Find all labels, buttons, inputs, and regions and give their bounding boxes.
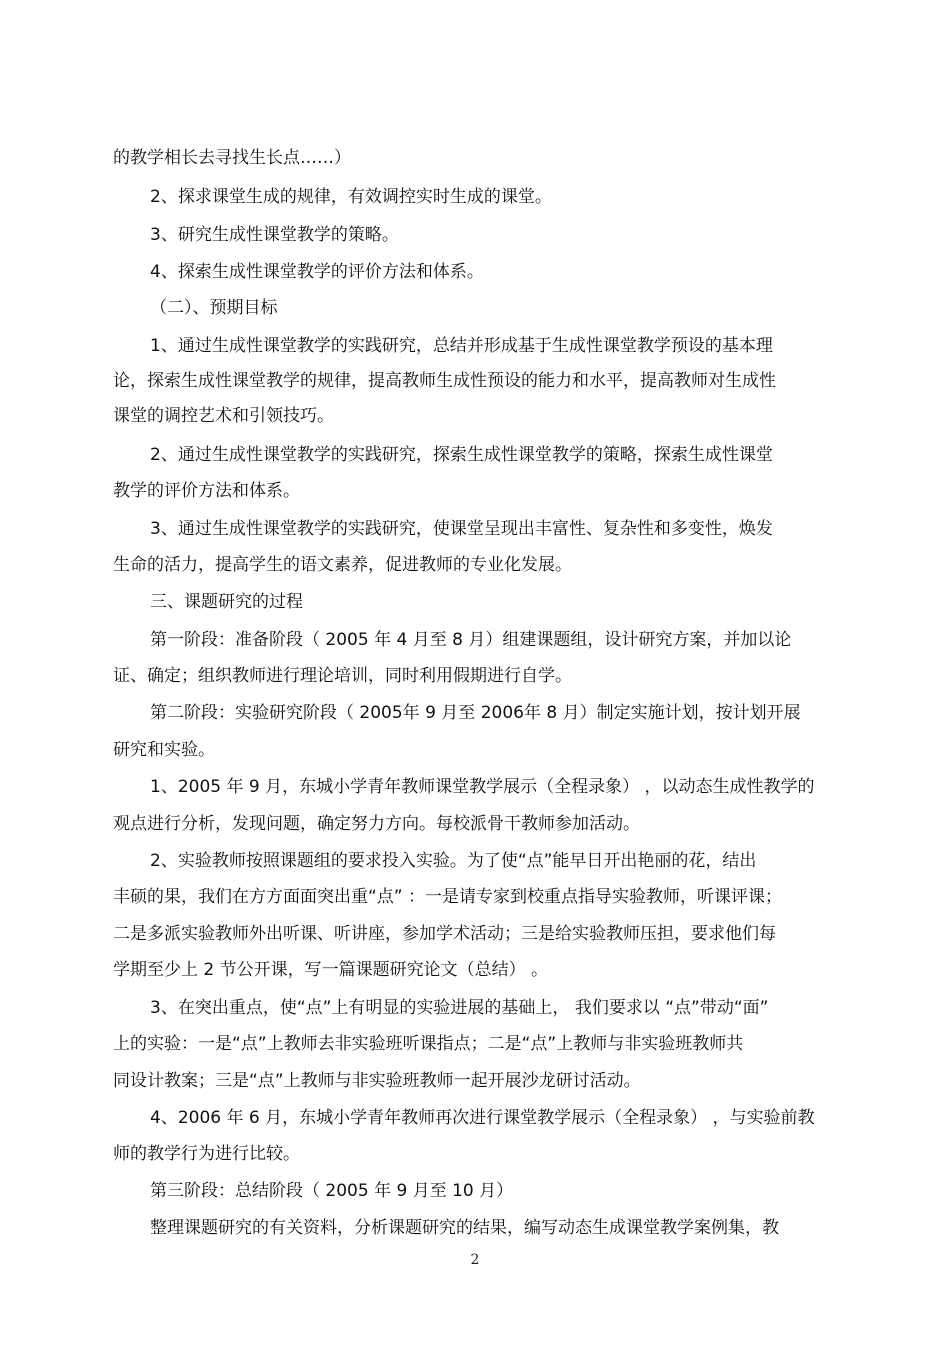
text-line: 论，探索生成性课堂教学的规律，提高教师生成性预设的能力和水平，提高教师对生成性 <box>113 371 776 391</box>
text-line: 丰硕的果，我们在方方面面突出重“点” ：一是请专家到校重点指导实验教师，听课评课； <box>113 887 783 907</box>
text-line: 的教学相长去寻找生长点……） <box>113 148 351 168</box>
text-line: 第三阶段：总结阶段（ 2005 年 9 月至 10 月） <box>150 1181 514 1201</box>
text-line: 整理课题研究的有关资料，分析课题研究的结果，编写动态生成课堂教学案例集，教 <box>150 1218 779 1238</box>
text-line: 3、在突出重点，使“点”上有明显的实验进展的基础上， 我们要求以 “点”带动“面” <box>150 998 769 1018</box>
text-line: 生命的活力，提高学生的语文素养，促进教师的专业化发展。 <box>113 555 572 575</box>
text-line: 证、确定；组织教师进行理论培训，同时利用假期进行自学。 <box>113 666 572 686</box>
text-line: 课堂的调控艺术和引领技巧。 <box>113 406 334 426</box>
text-line: 4、探索生成性课堂教学的评价方法和体系。 <box>150 262 484 282</box>
text-line: 学期至少上 2 节公开课，写一篇课题研究论文（总结） 。 <box>113 960 549 980</box>
section-heading: 三、课题研究的过程 <box>150 592 303 612</box>
text-line: 二是多派实验教师外出听课、听讲座，参加学术活动；三是给实验教师压担，要求他们每 <box>113 924 776 944</box>
text-line: 观点进行分析，发现问题，确定努力方向。每校派骨干教师参加活动。 <box>113 814 640 834</box>
text-line: 3、研究生成性课堂教学的策略。 <box>150 225 399 245</box>
page-number: 2 <box>470 1252 480 1268</box>
text-line: 2、实验教师按照课题组的要求投入实验。为了使“点”能早日开出艳丽的花，结出 <box>150 851 757 871</box>
text-line: 3、通过生成性课堂教学的实践研究，使课堂呈现出丰富性、复杂性和多变性，焕发 <box>150 519 773 539</box>
text-line: 1、通过生成性课堂教学的实践研究，总结并形成基于生成性课堂教学预设的基本理 <box>150 336 773 356</box>
text-line: 2、通过生成性课堂教学的实践研究，探索生成性课堂教学的策略，探索生成性课堂 <box>150 445 773 465</box>
text-line: 1、2005 年 9 月，东城小学青年教师课堂教学展示（全程录象） ，以动态生成性教学的 <box>150 777 815 797</box>
text-line: 同设计教案；三是“点”上教师与非实验班教师一起开展沙龙研讨活动。 <box>113 1071 641 1091</box>
text-line: 上的实验：一是“点”上教师去非实验班听课指点；二是“点”上教师与非实验班教师共 <box>113 1034 744 1054</box>
text-line: 4、2006 年 6 月，东城小学青年教师再次进行课堂教学展示（全程录象） ，与实验前教 <box>150 1108 815 1128</box>
text-line: 2、探求课堂生成的规律，有效调控实时生成的课堂。 <box>150 187 552 207</box>
section-heading: （二）、预期目标 <box>150 298 278 318</box>
text-line: 师的教学行为进行比较。 <box>113 1144 300 1164</box>
text-line: 研究和实验。 <box>113 740 215 760</box>
text-line: 教学的评价方法和体系。 <box>113 481 300 501</box>
text-line: 第一阶段：准备阶段（ 2005 年 4 月至 8 月）组建课题组，设计研究方案，并加以论 <box>150 630 792 650</box>
text-line: 第二阶段：实验研究阶段（ 2005年 9 月至 2006年 8 月）制定实施计划，按计划开展 <box>150 703 801 723</box>
